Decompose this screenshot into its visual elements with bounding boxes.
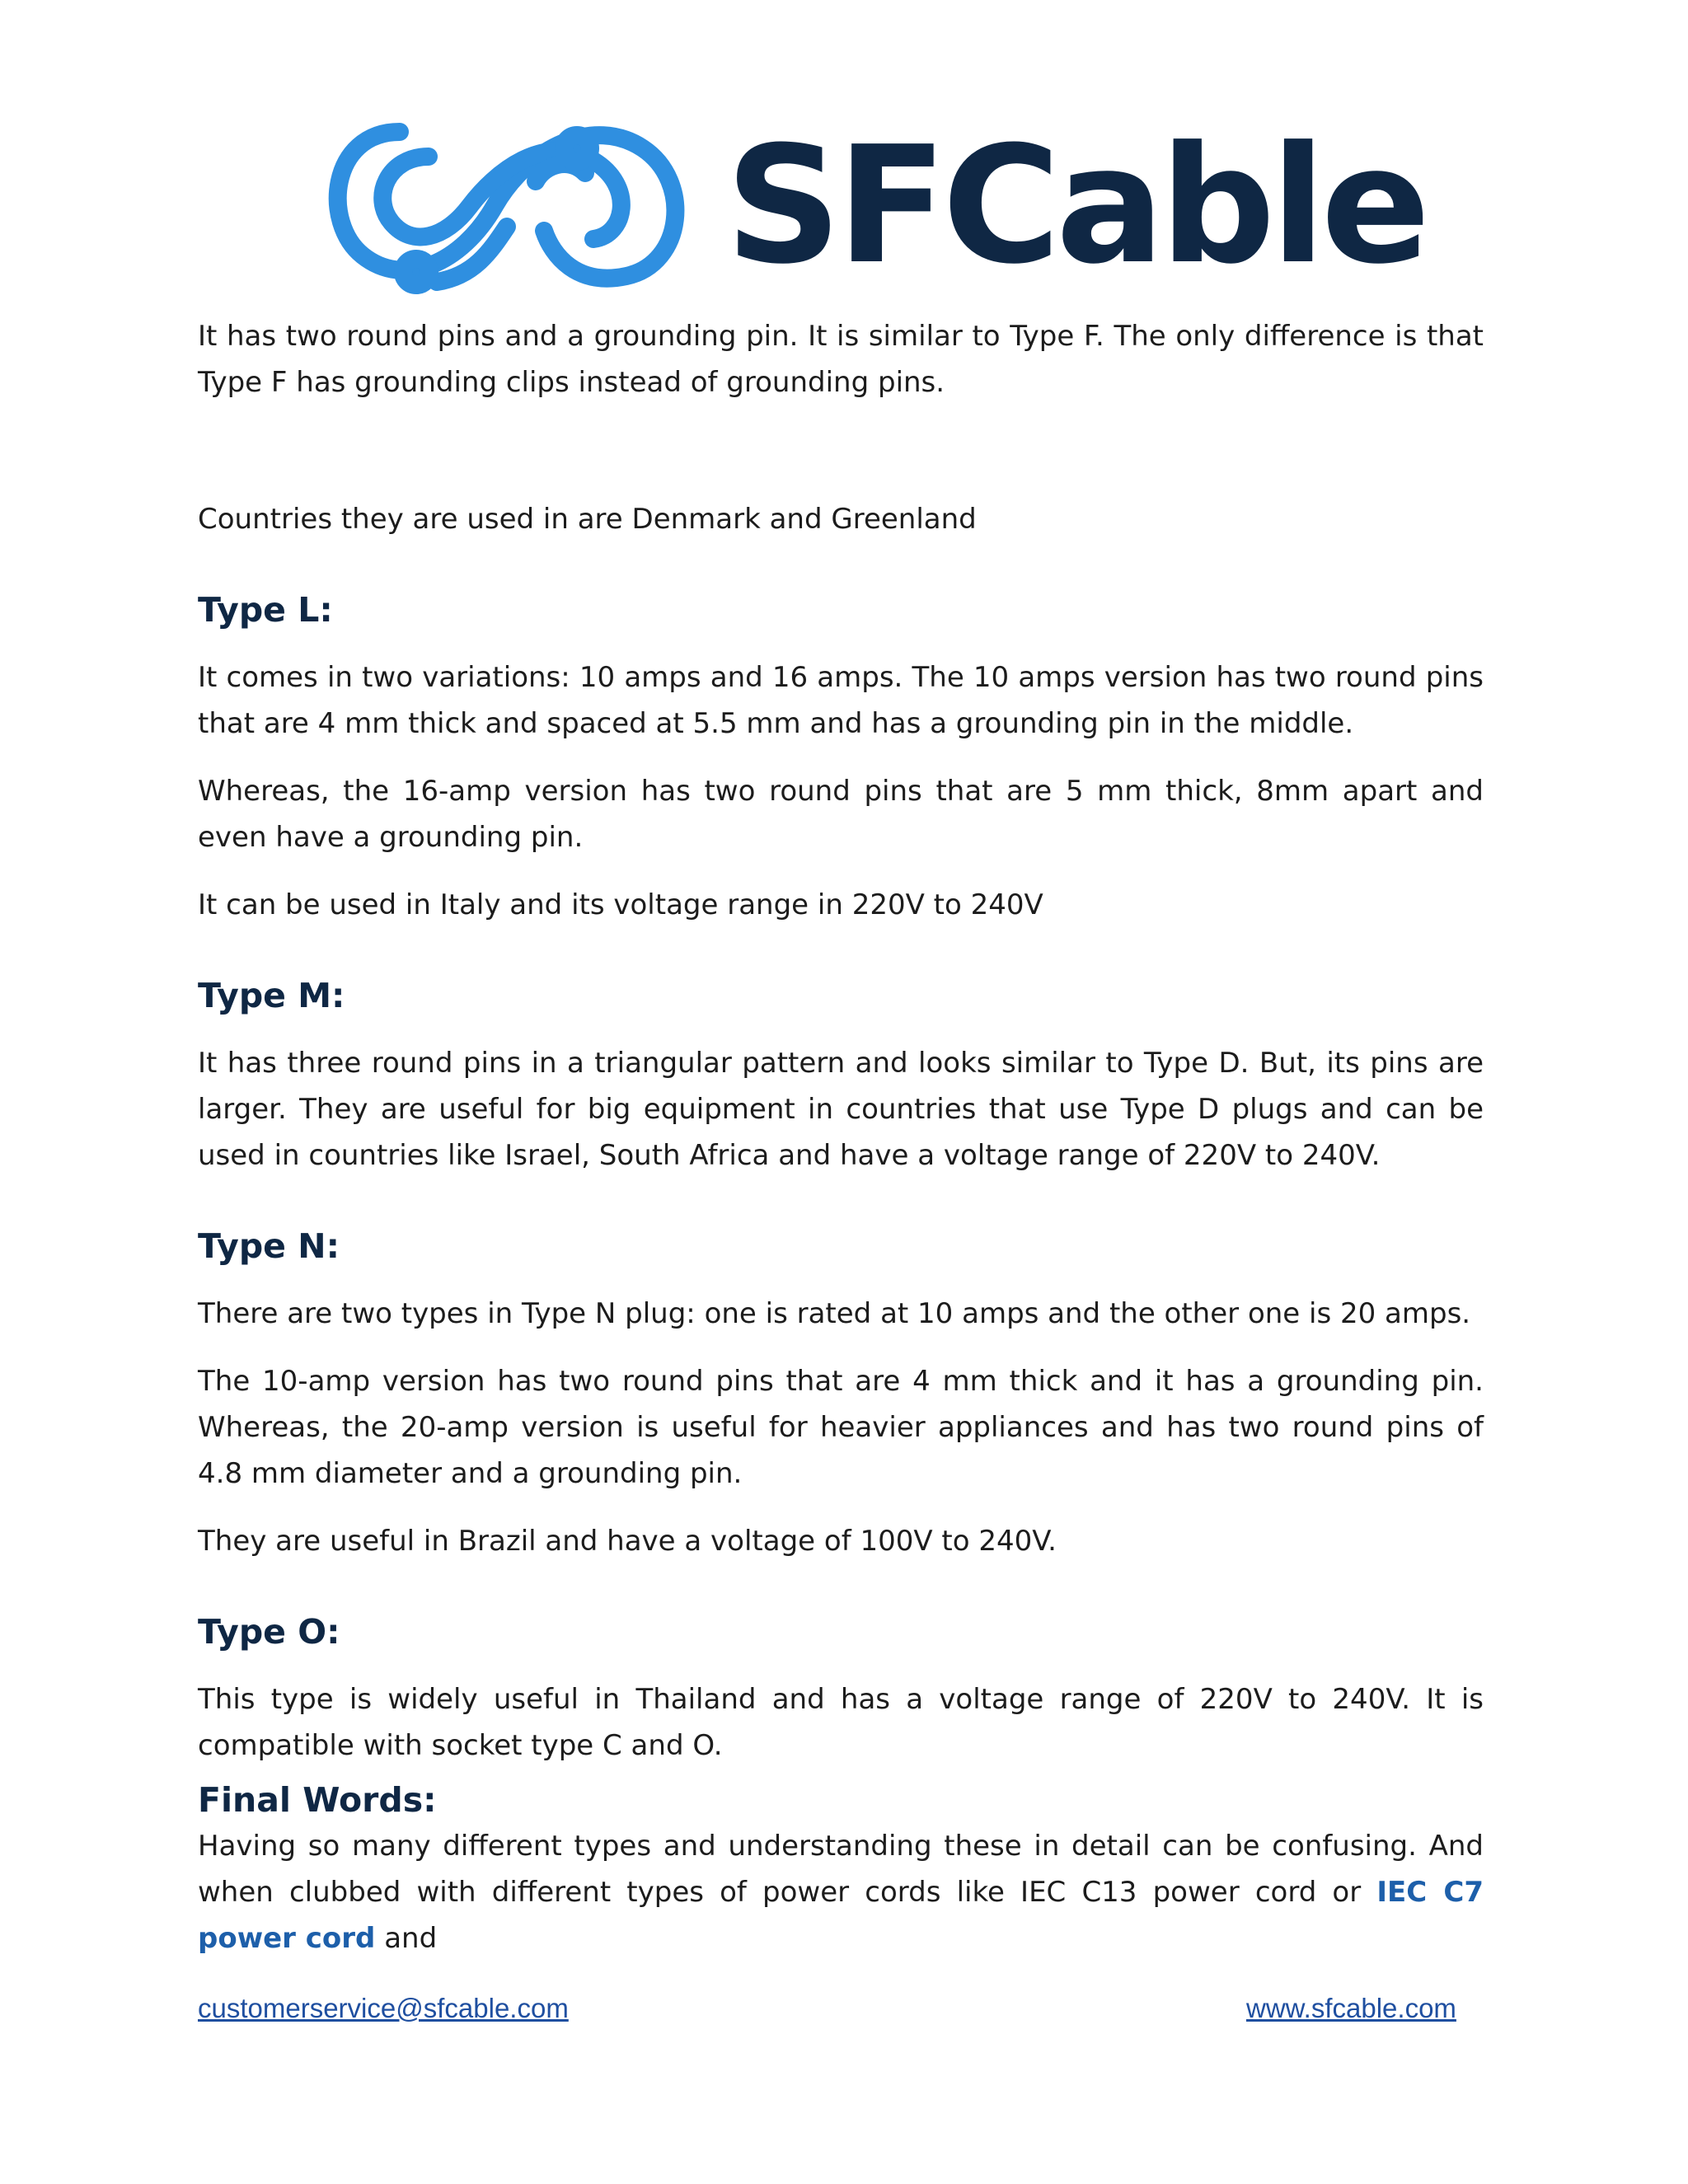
heading-final-words: Final Words: [198,1780,437,1820]
paragraph-type-o-description: This type is widely useful in Thailand and has a voltage range of 220V to 240V. It is compatible with socket type C and O. [198,1683,1484,1762]
paragraph-type-k-countries: Countries they are used in are Denmark and Greenland [198,503,977,536]
final-words-text: Having so many different types and understanding these in detail can be confusing. And when clubbed with different types of power cords like IEC C13 power cord or [198,1830,1484,1909]
heading-type-n: Type N: [198,1226,340,1266]
heading-type-m: Type M: [198,976,345,1015]
heading-type-o: Type O: [198,1612,340,1652]
document-body [198,313,1484,1961]
heading-type-l: Type L: [198,590,333,630]
paragraph-type-n-types: There are two types in Type N plug: one is rated at 10 amps and the other one is 20 amps. [198,1297,1471,1330]
brand-name: SFCable [725,112,1426,300]
paragraph-type-l-usage: It can be used in Italy and its voltage range in 220V to 240V [198,888,1043,921]
final-words-text-end: and [375,1922,438,1955]
iec-c7-power-cord-link[interactable]: IEC C7 power cord [198,1876,1484,1955]
paragraph-type-l-variations: It comes in two variations: 10 amps and 16 amps. The 10 amps version has two round pins that are 4 mm thick and spaced at 5.5 mm and has a grounding pin in the middle. [198,661,1484,740]
footer-website-link[interactable]: www.sfcable.com [1246,1993,1456,2023]
paragraph-type-k-description: It has two round pins and a grounding pin. It is similar to Type F. The only difference is that Type F has grounding clips instead of grounding pins. [198,320,1484,399]
sfcable-logo [297,99,1434,313]
paragraph-type-n-usage: They are useful in Brazil and have a voltage of 100V to 240V. [198,1525,1057,1558]
paragraph-final-words [198,1823,1484,1961]
sfcable-infinity-logo-icon [297,99,701,313]
footer-email-link[interactable]: customerservice@sfcable.com [198,1993,569,2023]
paragraph-type-l-16amp: Whereas, the 16-amp version has two round pins that are 5 mm thick, 8mm apart and even have a grounding pin. [198,775,1484,854]
paragraph-type-m-description: It has three round pins in a triangular pattern and looks similar to Type D. But, its pins are larger. They are useful for big equipment in countries that use Type D plugs and can be used in countries like Israel, South Africa and have a voltage range of 220V to 240V. [198,1047,1484,1172]
paragraph-type-n-versions: The 10-amp version has two round pins that are 4 mm thick and it has a grounding pin. Whereas, the 20-amp version is useful for heavier appliances and has two round pins of 4.8 mm diameter and a grounding pin. [198,1365,1484,1490]
